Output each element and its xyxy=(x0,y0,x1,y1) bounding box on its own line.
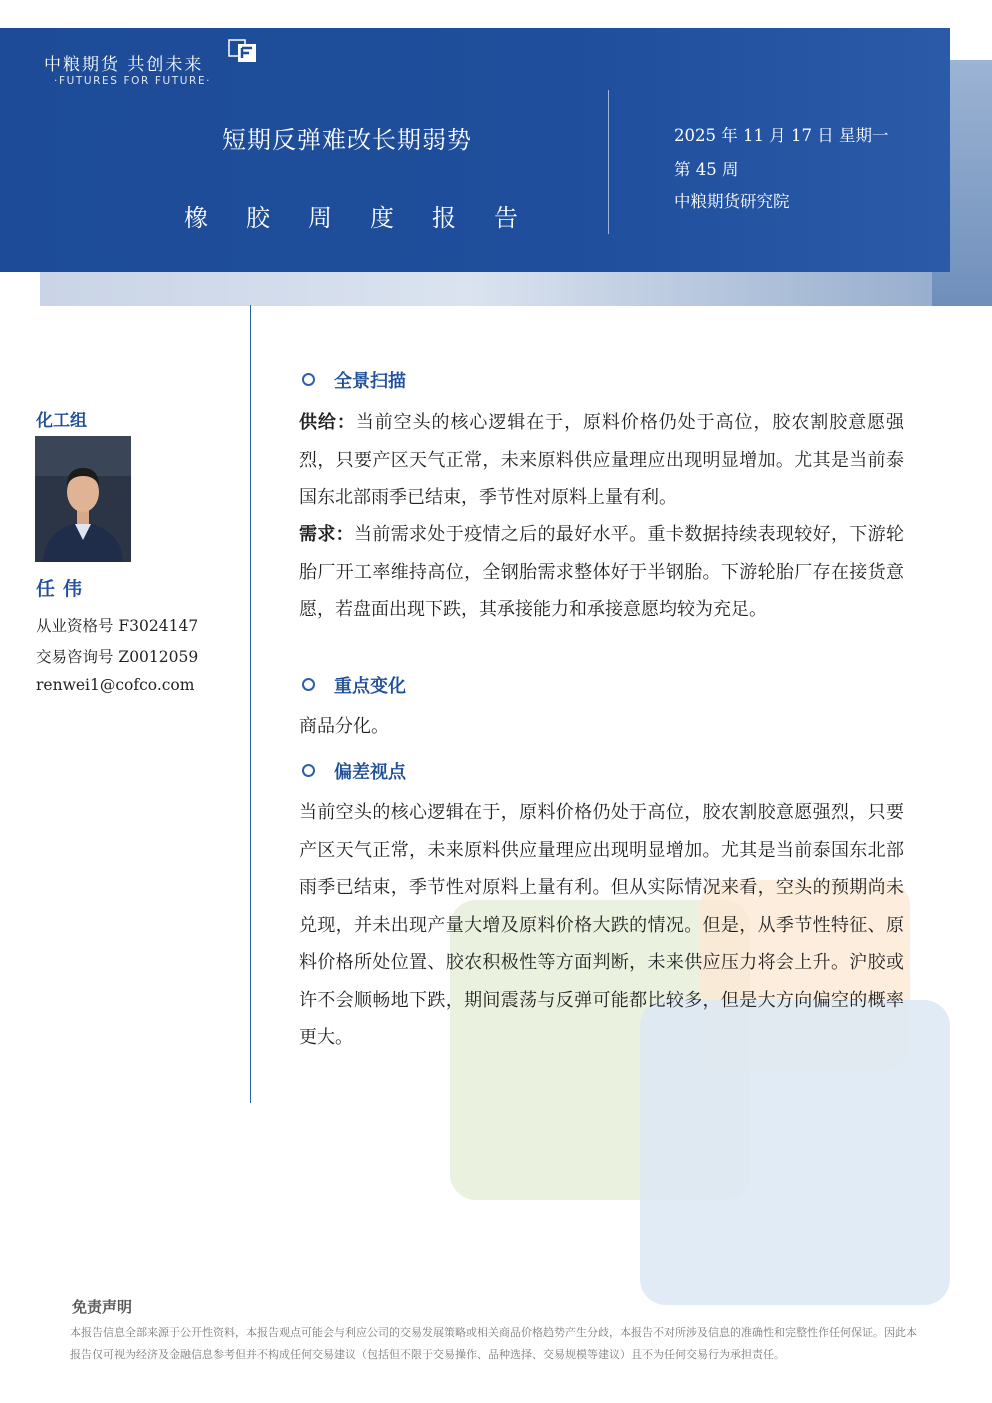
demand-text: 当前需求处于疫情之后的最好水平。重卡数据持续表现较好，下游轮胎厂开工率维持高位，全钢胎需求整体好于半钢胎。下游轮胎厂存在接货意愿，若盘面出现下跌，其承接能力和承接意愿均较为充足。 xyxy=(299,524,904,620)
brand-logo-text: 中粮期货 共创未来 xyxy=(44,55,204,75)
section-heading-changes: 重点变化 xyxy=(334,676,406,697)
author-name: 任伟 xyxy=(36,578,91,600)
sidebar-divider xyxy=(250,305,251,1103)
author-email: renwei1@cofco.com xyxy=(36,676,195,694)
disclaimer-text: 本报告信息全部来源于公开性资料，本报告观点可能会与利应公司的交易发展策略或相关商品价格趋势产生分歧，本报告不对所涉及信息的准确性和完整性作任何保证。因此本报告仅可视为经济及金融信息参考但并不构成任何交易建议（包括但不限于交易操作、品种选择、交易规模等建议）且不为任何交易行为承担责任。 xyxy=(70,1326,917,1361)
section-bullet-icon xyxy=(302,678,315,691)
report-date: 2025 年 11 月 17 日 星期一 xyxy=(674,126,889,145)
brand-tagline: ·FUTURES FOR FUTURE· xyxy=(54,75,212,87)
disclaimer-title: 免责声明 xyxy=(72,1298,133,1316)
report-subtitle: 橡胶周度报告 xyxy=(184,204,556,232)
changes-paragraph: 商品分化。 xyxy=(299,716,389,737)
demand-paragraph xyxy=(299,516,904,629)
section-heading-overview: 全景扫描 xyxy=(334,371,406,392)
section-bullet-icon xyxy=(302,764,315,777)
supply-text: 当前空头的核心逻辑在于，原料价格仍处于高位，胶农割胶意愿强烈，只要产区天气正常，未来原料供应量理应出现明显增加。尤其是当前泰国东北部雨季已结束，季节性对原料上量有利。 xyxy=(299,412,905,508)
report-institute: 中粮期货研究院 xyxy=(674,192,790,211)
consult-number: 交易咨询号 Z0012059 xyxy=(36,648,199,666)
section-heading-deviation: 偏差视点 xyxy=(334,762,406,783)
brand-logo-icon xyxy=(228,36,260,64)
license-number: 从业资格号 F3024147 xyxy=(36,617,199,635)
section-bullet-icon xyxy=(302,373,315,386)
supply-label: 供给： xyxy=(299,412,356,433)
header-divider xyxy=(608,90,609,234)
report-title: 短期反弹难改长期弱势 xyxy=(222,126,472,154)
research-group: 化工组 xyxy=(36,411,87,431)
supply-paragraph xyxy=(299,404,904,517)
deviation-paragraph: 当前空头的核心逻辑在于，原料价格仍处于高位，胶农割胶意愿强烈，只要产区天气正常，未来原料供应量理应出现明显增加。尤其是当前泰国东北部雨季已结束，季节性对原料上量有利。但从实际情况来看，空头的预期尚未兑现，并未出现产量大增及原料价格大跌的情况。但是，从季节性特征、原料价格所处位置、胶农积极性等方面判断，未来供应压力将会上升。沪胶或许不会顺畅地下跌，期间震荡与反弹可能都比较多，但是大方向偏空的概率更大。 xyxy=(299,802,904,1048)
demand-label: 需求： xyxy=(299,524,355,545)
report-week: 第 45 周 xyxy=(674,160,739,179)
author-avatar xyxy=(35,436,131,562)
